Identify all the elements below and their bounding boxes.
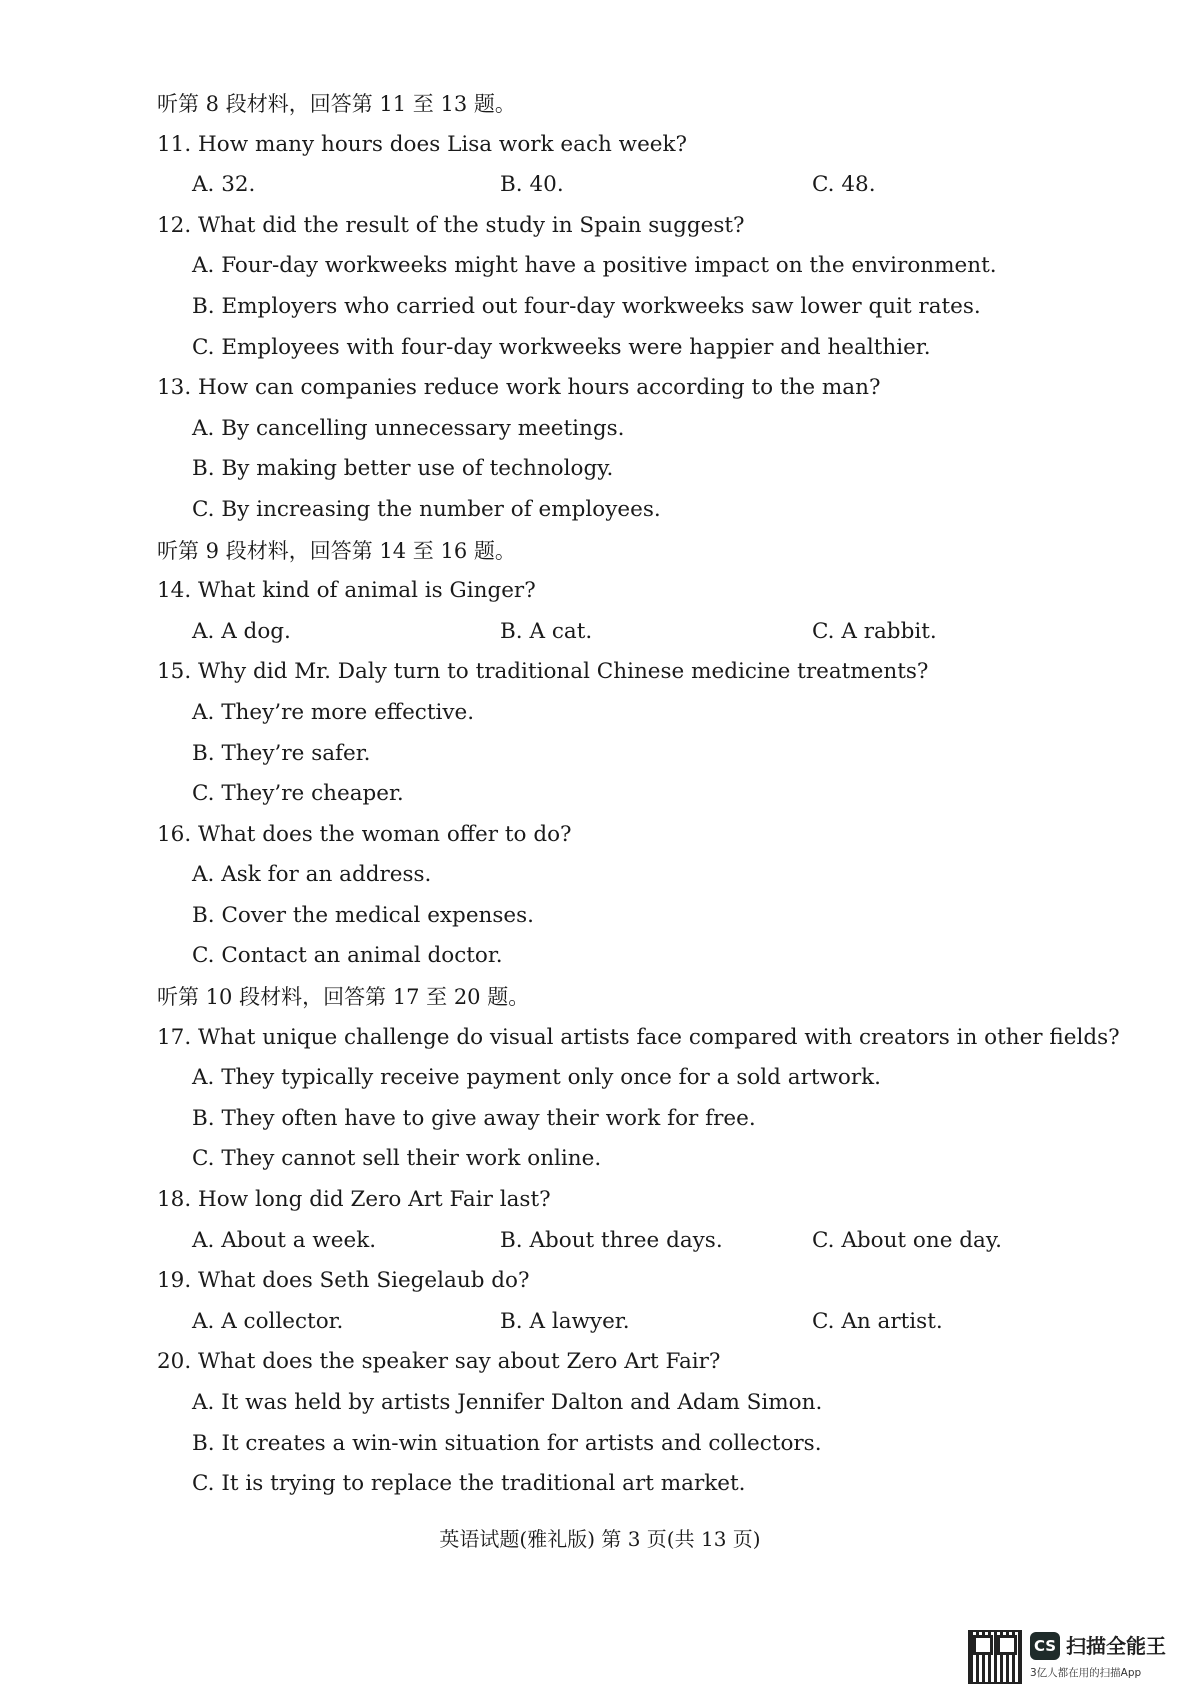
options-14 [157,612,1057,653]
question-20: 20. What does the speaker say about Zero Art Fair? [157,1349,721,1375]
option-12-b: B. Employers who carried out four-day workweeks saw lower quit rates. [192,293,981,319]
option-16-c: C. Contact an animal doctor. [192,943,503,969]
question-16: 16. What does the woman offer to do? [157,821,572,847]
cs-logo: CS [1030,1632,1060,1660]
option-20-a: A. It was held by artists Jennifer Dalton and Adam Simon. [192,1390,823,1415]
option-16-a: A. Ask for an address. [192,862,432,888]
options-11 [157,165,1057,206]
option-14-a: A. A dog. [192,618,291,644]
option-17-a: A. They typically receive payment only once for a sold artwork. [192,1065,881,1091]
option-18-c: C. About one day. [812,1227,1002,1253]
option-14-b: B. A cat. [500,618,593,644]
option-12-c: C. Employees with four-day workweeks were happier and healthier. [192,334,931,360]
section-heading-8: 听第 8 段材料，回答第 11 至 13 题。 [157,92,516,116]
option-20-c: C. It is trying to replace the traditional art market. [192,1471,746,1497]
option-18-b: B. About three days. [500,1227,723,1253]
qr-code-icon [968,1630,1022,1684]
question-list [157,84,1120,1505]
question-19: 19. What does Seth Siegelaub do? [157,1268,530,1294]
option-13-c: C. By increasing the number of employees. [192,496,661,522]
option-13-a: A. By cancelling unnecessary meetings. [192,415,625,441]
section-heading-9: 听第 9 段材料，回答第 14 至 16 题。 [157,538,516,563]
option-16-b: B. Cover the medical expenses. [192,902,535,928]
page-footer: 英语试题(雅礼版) 第 3 页(共 13 页) [439,1527,761,1551]
option-14-c: C. A rabbit. [812,618,937,644]
option-11-b: B. 40. [500,172,564,198]
option-15-c: C. They’re cheaper. [192,781,404,807]
option-20-b: B. It creates a win-win situation for artists and collectors. [192,1430,822,1456]
option-15-a: A. They’re more effective. [192,699,475,725]
watermark-title: 扫描全能王 [1066,1634,1166,1658]
question-18: 18. How long did Zero Art Fair last? [157,1187,551,1213]
option-18-a: A. About a week. [192,1227,377,1253]
option-12-a: A. Four-day workweeks might have a positive impact on the environment. [192,253,997,279]
option-11-c: C. 48. [812,172,876,198]
options-19 [157,1302,1057,1343]
scanner-watermark [968,1626,1178,1686]
option-17-c: C. They cannot sell their work online. [192,1146,602,1172]
option-11-a: A. 32. [192,172,256,198]
question-11: 11. How many hours does Lisa work each week? [157,131,688,157]
watermark-subtitle: 3亿人都在用的扫描App [1030,1667,1142,1679]
option-19-b: B. A lawyer. [500,1308,630,1334]
option-13-b: B. By making better use of technology. [192,456,614,482]
option-17-b: B. They often have to give away their work for free. [192,1105,756,1131]
question-13: 13. How can companies reduce work hours according to the man? [157,375,881,401]
question-15: 15. Why did Mr. Daly turn to traditional Chinese medicine treatments? [157,659,929,685]
section-heading-10: 听第 10 段材料，回答第 17 至 20 题。 [157,985,530,1010]
option-19-a: A. A collector. [192,1308,344,1334]
question-14: 14. What kind of animal is Ginger? [157,578,536,604]
options-18 [157,1221,1057,1262]
question-12: 12. What did the result of the study in Spain suggest? [157,212,745,238]
option-15-b: B. They’re safer. [192,740,371,766]
option-19-c: C. An artist. [812,1308,943,1334]
question-17: 17. What unique challenge do visual artists face compared with creators in other fields? [157,1024,1120,1050]
